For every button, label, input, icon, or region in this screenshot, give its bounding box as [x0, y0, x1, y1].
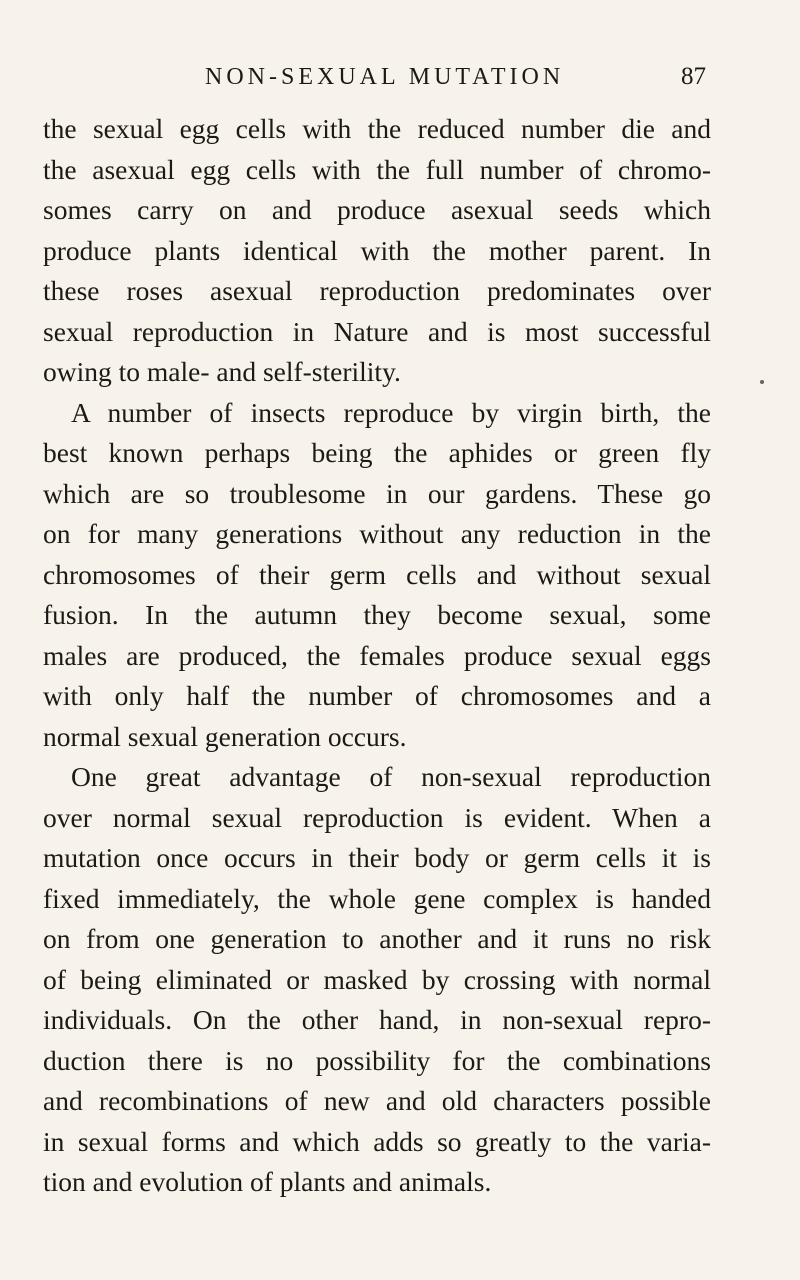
text-line: males are produced, the females produce sexual eggs	[43, 639, 711, 671]
text-line: sexual reproduction in Nature and is most successful	[43, 315, 711, 347]
text-line: owing to male- and self-sterility.	[43, 356, 401, 387]
text-line: the sexual egg cells with the reduced number die and	[43, 113, 711, 144]
text-line: these roses asexual reproduction predominates over	[43, 275, 711, 306]
text-line: mutation once occurs in their body or germ cells it is	[43, 842, 711, 873]
text-line: over normal sexual reproduction is evident. When a	[43, 801, 711, 833]
text-line: with only half the number of chromosomes and a	[43, 680, 711, 711]
running-title: NON-SEXUAL MUTATION	[205, 64, 565, 90]
text-line: normal sexual generation occurs.	[43, 720, 407, 752]
text-line: and recombinations of new and old characters possible	[43, 1085, 711, 1116]
text-line: which are so troublesome in our gardens. These go	[43, 477, 711, 509]
text-line: individuals. On the other hand, in non-sexual repro-	[43, 1004, 711, 1035]
text-line: duction there is no possibility for the combinations	[43, 1044, 711, 1076]
text-line: produce plants identical with the mother parent. In	[43, 234, 711, 266]
margin-dot	[760, 380, 764, 384]
text-line: somes carry on and produce asexual seeds which	[43, 194, 711, 225]
text-line: of being eliminated or masked by crossing with normal	[43, 963, 711, 995]
text-line: on from one generation to another and it runs no risk	[43, 923, 711, 954]
text-line: chromosomes of their germ cells and without sexual	[43, 558, 711, 590]
text-line: fixed immediately, the whole gene complex is handed	[43, 882, 711, 914]
text-line: the asexual egg cells with the full number of chromo-	[43, 153, 711, 185]
text-line: in sexual forms and which adds so greatly to the varia-	[43, 1125, 711, 1157]
paragraph-start-line: One great advantage of non-sexual reproduction	[71, 761, 711, 792]
text-line: on for many generations without any reduction in the	[43, 518, 711, 549]
running-header	[150, 62, 710, 92]
body-text	[43, 109, 711, 1203]
paragraph-start-line: A number of insects reproduce by virgin birth, the	[71, 396, 711, 428]
page-number: 87	[681, 63, 706, 90]
text-line: tion and evolution of plants and animals.	[43, 1166, 492, 1197]
text-line: fusion. In the autumn they become sexual, some	[43, 599, 711, 630]
text-line: best known perhaps being the aphides or green fly	[43, 437, 711, 468]
